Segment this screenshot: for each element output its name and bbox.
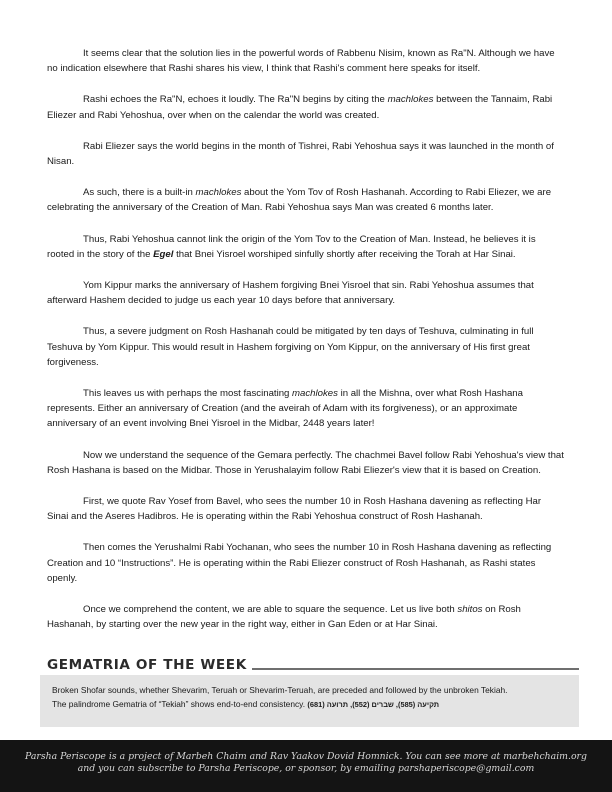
gematria-line-1: Broken Shofar sounds, whether Shevarim, Teruah or Shevarim-Teruah, are preceded and followed by the unbroken Tekiah.	[52, 685, 508, 695]
article-paragraph-8	[47, 386, 565, 432]
article-paragraph-5	[47, 232, 565, 262]
text-run: Rashi echoes the Ra"N, echoes it loudly. The Ra"N begins by citing the	[83, 94, 388, 106]
footer-line-2: and you can subscribe to Parsha Periscope, or sponsor, by emailing parshaperiscope@gmail.com	[77, 762, 535, 774]
bold-italic-term: Egel	[153, 248, 174, 260]
text-run: in all the Mishna, over what Rosh Hashana represents. Either an anniversary of Creation (and the aveirah of Adam with its forgiveness), or an approximate anniversary of an event involving Bnei Yisroel in the Midbar, 2448 years later!	[47, 388, 523, 430]
article-paragraph-2	[47, 92, 565, 122]
italic-term: machlokes	[292, 388, 338, 400]
article-paragraph-7: Thus, a severe judgment on Rosh Hashanah could be mitigated by ten days of Teshuva, culminating in full Teshuva by Yom Kippur. This would result in Hashem forgiving on Yom Kippur, on the anniversary of His first great forgiveness.	[47, 326, 534, 368]
text-run: Once we comprehend the content, we are able to square the sequence. Let us live both	[83, 604, 458, 616]
article-paragraph-10: First, we quote Rav Yosef from Bavel, who sees the number 10 in Rosh Hashana davening as reflecting Har Sinai and the Aseres Hadibros. He is operating within the Rabi Yehoshua construct of Rosh Hashanah.	[47, 496, 542, 523]
article-paragraph-9: Now we understand the sequence of the Gemara perfectly. The chachmei Bavel follow Rabi Yehoshua's view that Rosh Hashana is based on the Midbar. Those in Yerushalayim follow Rabi Eliezer's view that it is based on Creation.	[47, 449, 564, 476]
text-run: on Rosh Hashanah, by starting over the new year in the right way, either in Gan Eden or at Har Sinai.	[47, 604, 521, 631]
gematria-title: GEMATRIA OF THE WEEK	[47, 657, 247, 673]
article-body	[47, 46, 565, 648]
gematria-text: The palindrome Gematria of “Tekiah” shows end-to-end consistency.	[52, 699, 306, 710]
text-run: that Bnei Yisroel worshiped sinfully shortly after receiving the Torah at Har Sinai.	[173, 248, 516, 260]
gematria-heading	[47, 657, 579, 673]
article-paragraph-3: Rabi Eliezer says the world begins in the month of Tishrei, Rabi Yehoshua says it was launched in the month of Nisan.	[47, 140, 554, 168]
text-run: Thus, Rabi Yehoshua cannot link the origin of the Yom Tov to the Creation of Man. Instead, he believes it is rooted in the story of the	[47, 233, 536, 260]
article-paragraph-11: Then comes the Yerushalmi Rabi Yochanan, who sees the number 10 in Rosh Hashana davening as reflecting Creation and 10 “Instructions”. He is operating within the Rabi Eliezer construct of Rosh Hashanah, as Rashi states openly.	[47, 542, 552, 584]
text-run: about the Yom Tov of Rosh Hashanah. According to Rabi Eliezer, we are celebrating the anniversary of the Creation of Man. Rabi Yehoshua says Man was created 6 months later.	[47, 187, 552, 214]
article-paragraph-4	[47, 185, 565, 215]
gematria-box	[40, 675, 579, 727]
italic-term: machlokes	[387, 94, 434, 106]
gematria-divider	[252, 668, 579, 670]
article-paragraph-1: It seems clear that the solution lies in the powerful words of Rabbenu Nisim, known as Ra"N. Although we have no indication elsewhere that Rashi shares his view, I think that Rashi's comment here speaks for itself.	[47, 48, 555, 75]
text-run: between the Tannaim, Rabi Eliezer and Rabi Yehoshua, over when on the calendar the world was created.	[47, 94, 553, 121]
footer-line-1: Parsha Periscope is a project of Marbeh Chaim and Rav Yaakov Dovid Homnick. You can see more at marbehchaim.org	[25, 751, 587, 762]
italic-term: machlokes	[195, 187, 242, 199]
text-run: As such, there is a built-in	[83, 187, 196, 199]
text-run: This leaves us with perhaps the most fascinating	[83, 388, 293, 400]
article-paragraph-12	[47, 602, 565, 632]
gematria-hebrew: תקיעה (585), שברים (552), תרועה (681)	[307, 700, 440, 710]
footer	[0, 740, 612, 792]
italic-term: shitos	[457, 604, 483, 616]
article-paragraph-6: Yom Kippur marks the anniversary of Hashem forgiving Bnei Yisroel that sin. Rabi Yehoshua assumes that afterward Hashem decided to judge us each year 10 days before that anniversary.	[47, 280, 534, 307]
gematria-line-2	[52, 697, 569, 712]
